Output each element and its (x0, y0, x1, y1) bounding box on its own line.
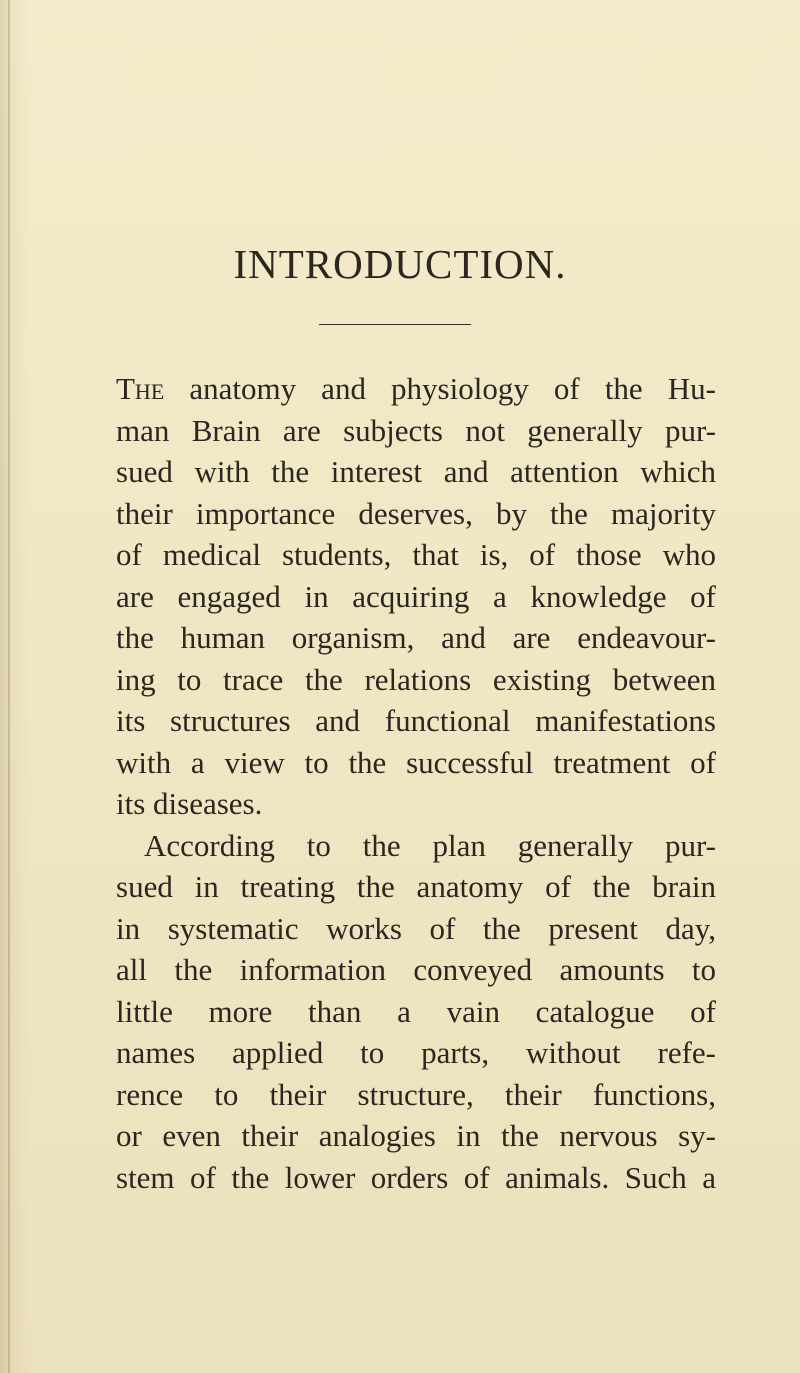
paragraph-1 (116, 368, 716, 825)
text-line: with a view to the successful treatment of (116, 744, 716, 780)
text-line: of medical students, that is, of those who (116, 537, 716, 572)
text-line: the human organism, and are endeavour- (116, 620, 716, 655)
text-line: little more than a vain catalogue of (116, 993, 716, 1029)
text-line: their importance deserves, by the majority (116, 495, 716, 531)
text-line: rence to their structure, their functions, (116, 1076, 716, 1112)
page-gutter-shadow (8, 0, 10, 1373)
text-line: its structures and functional manifestations (116, 703, 716, 738)
drop-word: The (116, 371, 165, 406)
text-line: names applied to parts, without refe- (116, 1035, 716, 1070)
paragraph-2 (116, 825, 716, 1199)
title-divider (319, 324, 471, 325)
chapter-title: INTRODUCTION. (233, 241, 567, 287)
text-line: its diseases. (116, 786, 263, 821)
text-line: ing to trace the relations existing between (116, 661, 716, 697)
text-line: all the information conveyed amounts to (116, 952, 716, 987)
text-line: sued with the interest and attention which (116, 454, 716, 489)
body-text (116, 368, 716, 1198)
text-line: According to the plan generally pur- (144, 827, 716, 863)
text-line: are engaged in acquiring a knowledge of (116, 578, 716, 614)
text-line: in systematic works of the present day, (116, 910, 716, 946)
text-line: sued in treating the anatomy of the brain (116, 869, 716, 904)
text-line: man Brain are subjects not generally pur- (116, 412, 716, 448)
text-line: or even their analogies in the nervous sy- (116, 1118, 716, 1153)
text-line: stem of the lower orders of animals. Such a (116, 1159, 716, 1195)
text-line: The anatomy and physiology of the Hu- (116, 371, 716, 406)
